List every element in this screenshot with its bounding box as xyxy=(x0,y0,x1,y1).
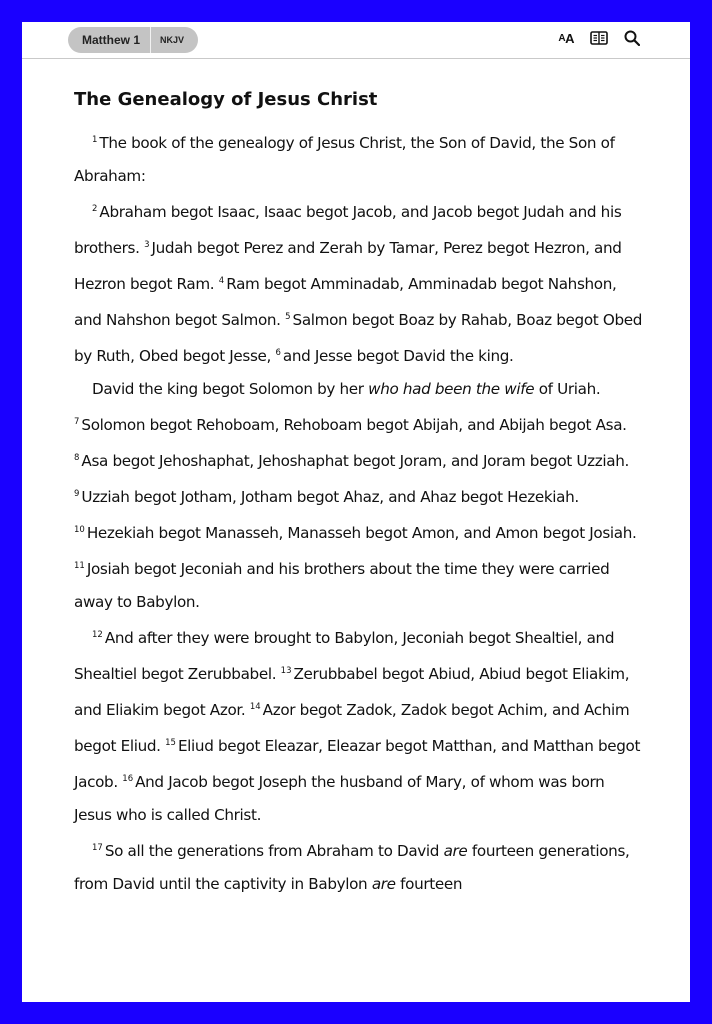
chapter-paragraph xyxy=(74,193,644,373)
search-icon[interactable] xyxy=(624,30,640,46)
verse-number[interactable]: 17 xyxy=(92,843,103,853)
verse-text: Judah begot Perez and Zerah by Tamar, Perez begot Hezron, and Hezron begot Ram. xyxy=(74,239,622,293)
verse-text: fourteen generations, from David until the captivity in Babylon xyxy=(74,842,630,893)
verse-text: Abraham begot Isaac, Isaac begot Jacob, and Jacob begot Judah and his brothers. xyxy=(74,203,622,257)
verse-number[interactable]: 9 xyxy=(74,489,80,499)
chapter-text xyxy=(74,124,644,901)
chapter-paragraph xyxy=(74,373,644,619)
verse-number[interactable]: 2 xyxy=(92,204,98,214)
italic-text: who had been the wife xyxy=(368,380,535,398)
verse-text: Salmon begot Boaz by Rahab, Boaz begot Obed by Ruth, Obed begot Jesse, xyxy=(74,311,643,365)
verse-text: Solomon begot Rehoboam, Rehoboam begot Abijah, and Abijah begot Asa. xyxy=(81,416,627,434)
italic-text: are xyxy=(443,842,468,860)
book-icon[interactable] xyxy=(590,31,608,45)
verse-text: Josiah begot Jeconiah and his brothers about the time they were carried away to Babylon. xyxy=(74,560,610,611)
verse-text: David the king begot Solomon by her xyxy=(92,380,369,398)
verse-number[interactable]: 14 xyxy=(249,702,261,712)
verse-text: So all the generations from Abraham to David xyxy=(104,842,444,860)
text-size-icon[interactable] xyxy=(558,31,574,46)
verse-number[interactable]: 10 xyxy=(74,525,85,535)
search-icon-glyph xyxy=(624,30,640,46)
verse-text: Uzziah begot Jotham, Jotham begot Ahaz, and Ahaz begot Hezekiah. xyxy=(81,488,579,506)
verse-number[interactable]: 12 xyxy=(92,630,103,640)
verse-number[interactable]: 8 xyxy=(74,453,80,463)
verse-number[interactable]: 16 xyxy=(122,774,134,784)
top-toolbar xyxy=(22,22,690,59)
verse-number[interactable]: 4 xyxy=(218,276,225,286)
verse-text: of Uriah. xyxy=(534,380,601,398)
book-chapter-button[interactable]: Matthew 1 xyxy=(82,33,141,47)
section-heading: The Genealogy of Jesus Christ xyxy=(74,89,378,110)
verse-text: The book of the genealogy of Jesus Christ, the Son of David, the Son of Abraham: xyxy=(74,134,615,185)
verse-number[interactable]: 3 xyxy=(144,240,150,250)
verse-text: Zerubbabel begot Abiud, Abiud begot Eliakim, and Eliakim begot Azor. xyxy=(74,665,630,719)
verse-number[interactable]: 11 xyxy=(74,561,85,571)
verse-text: fourteen xyxy=(395,875,463,893)
text-size-small-a: A xyxy=(558,32,566,44)
verse-text: And Jacob begot Joseph the husband of Mary, of whom was born Jesus who is called Christ. xyxy=(74,773,605,824)
verse-number[interactable]: 13 xyxy=(280,666,292,676)
verse-text: Asa begot Jehoshaphat, Jehoshaphat begot Joram, and Joram begot Uzziah. xyxy=(81,452,629,470)
verse-text: And after they were brought to Babylon, Jeconiah begot Shealtiel, and Shealtiel begot Zerubbabel. xyxy=(74,629,615,683)
verse-number[interactable]: 15 xyxy=(165,738,176,748)
verse-text: and Jesse begot David the king. xyxy=(282,347,514,365)
chapter-paragraph xyxy=(74,832,644,901)
verse-text: Hezekiah begot Manasseh, Manasseh begot Amon, and Amon begot Josiah. xyxy=(86,524,637,542)
verse-number[interactable]: 7 xyxy=(74,417,80,427)
toolbar-actions xyxy=(558,30,640,46)
chapter-paragraph xyxy=(74,124,644,193)
reader-window xyxy=(22,22,690,1002)
verse-text: Ram begot Amminadab, Amminadab begot Nahshon, and Nahshon begot Salmon. xyxy=(74,275,617,329)
verse-number[interactable]: 1 xyxy=(92,135,98,145)
passage-selector xyxy=(68,27,198,53)
verse-number[interactable]: 6 xyxy=(275,348,281,358)
chapter-content xyxy=(74,82,644,901)
version-button[interactable]: NKJV xyxy=(160,35,185,45)
book-icon-glyph xyxy=(590,31,608,45)
text-size-big-a: A xyxy=(565,30,574,46)
chapter-paragraph xyxy=(74,619,644,832)
verse-text: Eliud begot Eleazar, Eleazar begot Matthan, and Matthan begot Jacob. xyxy=(74,737,641,791)
verse-number[interactable]: 5 xyxy=(285,312,291,322)
verse-text: Azor begot Zadok, Zadok begot Achim, and Achim begot Eliud. xyxy=(74,701,630,755)
italic-text: are xyxy=(371,875,396,893)
